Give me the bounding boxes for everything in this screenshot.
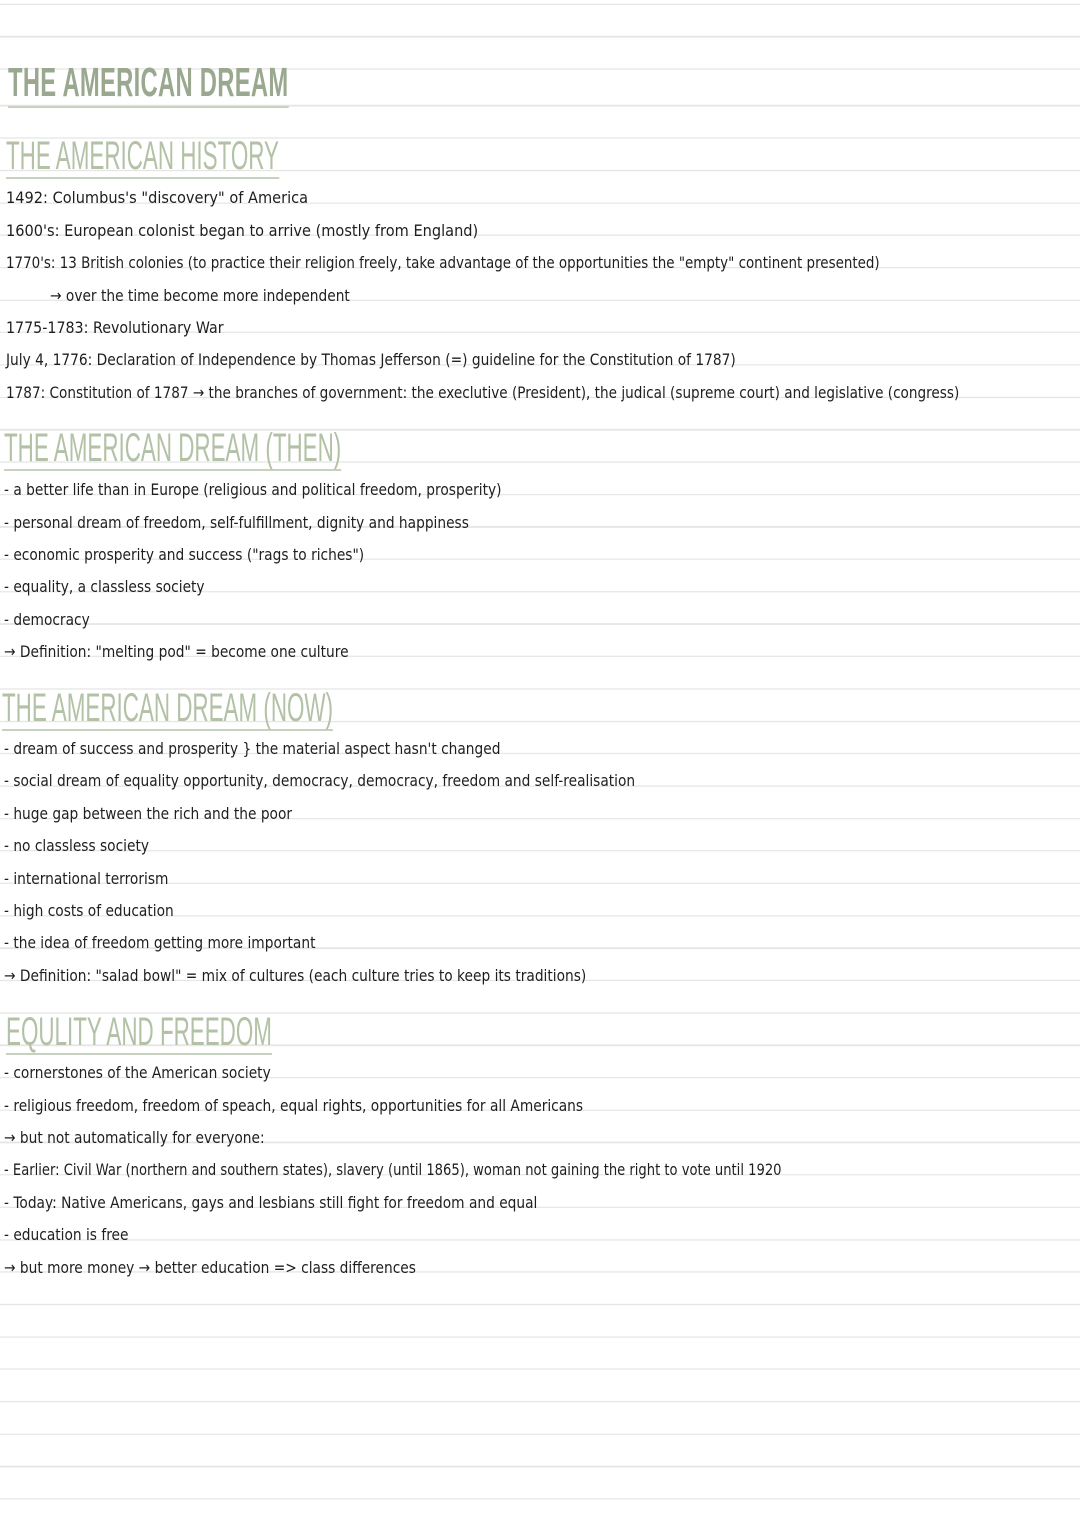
note-line: - economic prosperity and success ("rags to riches") [4,545,365,564]
note-line: - no classless society [4,836,149,855]
note-line: - a better life than in Europe (religious and political freedom, prosperity) [4,480,502,499]
note-line: 1775-1783: Revolutionary War [6,318,224,337]
note-line: → but more money → better education => class differences [4,1258,416,1277]
note-line: - Today: Native Americans, gays and lesbians still fight for freedom and equal [4,1193,538,1212]
note-line: - social dream of equality opportunity, democracy, democracy, freedom and self-realisation [4,771,636,790]
section-heading-american-history: THE AMERICAN HISTORY [6,134,279,178]
note-line: - democracy [4,610,90,629]
note-line: - religious freedom, freedom of speach, equal rights, opportunities for all Americans [4,1096,584,1115]
note-line: - the idea of freedom getting more important [4,933,316,952]
note-line: 1492: Columbus's "discovery" of America [6,188,309,207]
note-line: - equality, a classless society [4,577,205,596]
note-line: → but not automatically for everyone: [4,1128,265,1147]
section-heading-equality-freedom: EQULITY AND FREEDOM [6,1010,272,1054]
note-line: - high costs of education [4,901,174,920]
note-line: - international terrorism [4,869,169,888]
note-line: - huge gap between the rich and the poor [4,804,293,823]
note-line: - dream of success and prosperity } the material aspect hasn't changed [4,739,501,758]
page-title: THE AMERICAN DREAM [8,58,288,108]
note-line: 1787: Constitution of 1787 → the branches of government: the execlutive (President), the judical (supreme court) and legislative (congress) [6,383,960,402]
note-line: - education is free [4,1225,129,1244]
note-line: → Definition: "salad bowl" = mix of cultures (each culture tries to keep its traditions) [4,966,587,985]
note-line: → Definition: "melting pod" = become one culture [4,642,349,661]
note-line: - Earlier: Civil War (northern and southern states), slavery (until 1865), woman not gaining the right to vote until 1920 [4,1160,782,1179]
note-line: → over the time become more independent [50,286,350,305]
note-line: - personal dream of freedom, self-fulfillment, dignity and happiness [4,513,469,532]
note-line: July 4, 1776: Declaration of Independence by Thomas Jefferson (=) guideline for the Constitution of 1787) [6,350,736,369]
note-line: 1600's: European colonist began to arrive (mostly from England) [6,221,479,240]
note-line: - cornerstones of the American society [4,1063,271,1082]
section-heading-dream-then: THE AMERICAN DREAM (THEN) [4,426,342,470]
section-heading-dream-now: THE AMERICAN DREAM (NOW) [2,686,334,730]
note-line: 1770's: 13 British colonies (to practice their religion freely, take advantage of the opportunities the "empty" continent presented) [6,253,880,272]
